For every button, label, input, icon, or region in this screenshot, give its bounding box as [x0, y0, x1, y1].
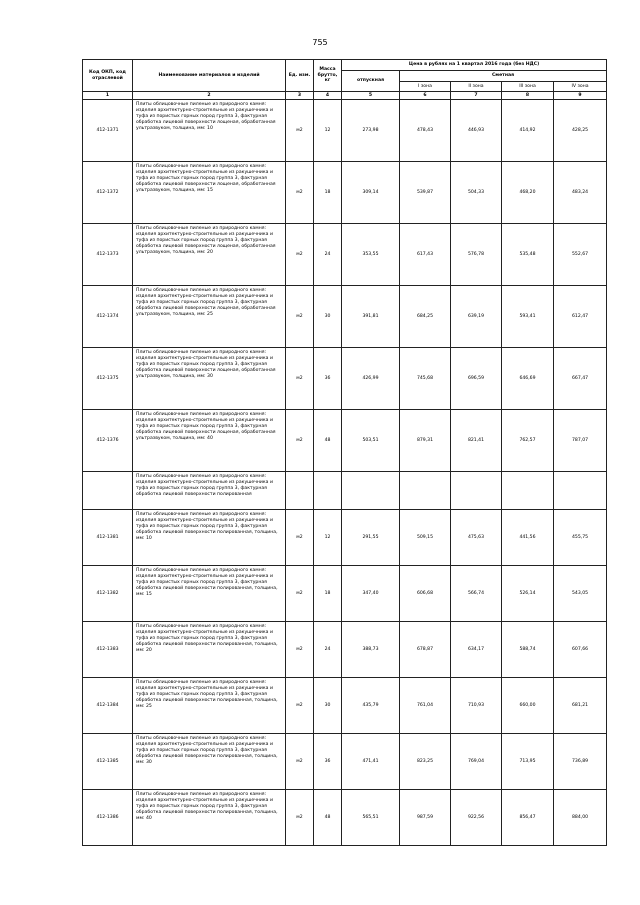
- table-row: [83, 410, 607, 472]
- row-zone-3-price: 646,69: [502, 348, 554, 410]
- row-unit: м2: [286, 510, 314, 566]
- header-code: Код ОКП, код отраслевой: [83, 60, 133, 92]
- row-code: 412-1382: [83, 566, 133, 622]
- row-zone-1-price: 606,68: [400, 566, 451, 622]
- row-code: 412-1375: [83, 348, 133, 410]
- row-name: Плиты облицовочные пиленые из природного камня: изделия архитектурно-строительные из ракушечника и туфа из пористых горных пород группа 3, фактурная обработка лицевой поверхности полированная, толщина, мм: 25: [133, 678, 286, 734]
- row-zone-1-price: 823,25: [400, 734, 451, 790]
- row-name: Плиты облицовочные пиленые из природного камня: изделия архитектурно-строительные из ракушечника и туфа из пористых горных пород группа 3, фактурная обработка лицевой поверхности полированная, толщина, мм: 40: [133, 790, 286, 846]
- row-zone-1-price: 987,59: [400, 790, 451, 846]
- empty-cell: [342, 472, 400, 510]
- row-zone-1-price: 478,43: [400, 100, 451, 162]
- row-zone-2-price: 769,04: [451, 734, 502, 790]
- row-mass: 30: [314, 678, 342, 734]
- table-row: [83, 510, 607, 566]
- empty-cell: [554, 472, 607, 510]
- row-release-price: 347,40: [342, 566, 400, 622]
- row-zone-3-price: 660,00: [502, 678, 554, 734]
- row-unit: м2: [286, 734, 314, 790]
- row-name: Плиты облицовочные пиленые из природного камня: изделия архитектурно-строительные из ракушечника и туфа из пористых горных пород группа 3, фактурная обработка лицевой поверхности полированная, толщина, мм: 10: [133, 510, 286, 566]
- row-code: 412-1386: [83, 790, 133, 846]
- row-code: 412-1371: [83, 100, 133, 162]
- row-unit: м2: [286, 286, 314, 348]
- row-mass: 18: [314, 162, 342, 224]
- row-zone-2-price: 576,78: [451, 224, 502, 286]
- col-number: 5: [342, 92, 400, 100]
- row-zone-3-price: 441,56: [502, 510, 554, 566]
- row-zone-2-price: 634,17: [451, 622, 502, 678]
- row-release-price: 273,98: [342, 100, 400, 162]
- row-mass: 12: [314, 510, 342, 566]
- page-number: 755: [312, 38, 328, 47]
- row-zone-1-price: 879,31: [400, 410, 451, 472]
- table-row: [83, 678, 607, 734]
- row-release-price: 471,41: [342, 734, 400, 790]
- row-code: 412-1381: [83, 510, 133, 566]
- row-name: Плиты облицовочные пиленые из природного камня: изделия архитектурно-строительные из ракушечника и туфа из пористых горных пород группа 3, фактурная обработка лицевой поверхности лощеная, обработанная ультразвуком, толщина, мм: 10: [133, 100, 286, 162]
- header-price-group: Цена в рублях на 1 квартал 2016 года (без НДС): [342, 60, 607, 71]
- table-row: [83, 566, 607, 622]
- row-mass: 36: [314, 348, 342, 410]
- row-zone-2-price: 821,41: [451, 410, 502, 472]
- table-row: [83, 286, 607, 348]
- header-unit: Ед. изм.: [286, 60, 314, 92]
- row-release-price: 426,99: [342, 348, 400, 410]
- row-zone-1-price: 761,04: [400, 678, 451, 734]
- row-unit: м2: [286, 162, 314, 224]
- row-unit: м2: [286, 348, 314, 410]
- row-code: 412-1376: [83, 410, 133, 472]
- empty-cell: [451, 472, 502, 510]
- row-zone-3-price: 588,74: [502, 622, 554, 678]
- row-unit: м2: [286, 224, 314, 286]
- row-name: Плиты облицовочные пиленые из природного камня: изделия архитектурно-строительные из ракушечника и туфа из пористых горных пород группа 3, фактурная обработка лицевой поверхности полированная, толщина, мм: 20: [133, 622, 286, 678]
- row-zone-4-price: 667,47: [554, 348, 607, 410]
- row-zone-4-price: 736,89: [554, 734, 607, 790]
- row-zone-2-price: 566,74: [451, 566, 502, 622]
- col-number: 8: [502, 92, 554, 100]
- row-unit: м2: [286, 100, 314, 162]
- column-number-row: [83, 92, 607, 100]
- row-name: Плиты облицовочные пиленые из природного камня: изделия архитектурно-строительные из ракушечника и туфа из пористых горных пород группа 3, фактурная обработка лицевой поверхности лощеная, обработанная ультразвуком, толщина, мм: 30: [133, 348, 286, 410]
- row-release-price: 435,79: [342, 678, 400, 734]
- row-release-price: 291,55: [342, 510, 400, 566]
- row-mass: 30: [314, 286, 342, 348]
- col-number: 3: [286, 92, 314, 100]
- row-zone-3-price: 526,14: [502, 566, 554, 622]
- subheading-text: Плиты облицовочные пиленые из природного камня: изделия архитектурно-строительные из ракушечника и туфа из пористых горных пород группа 3, фактурная обработка лицевой поверхности полированная: [133, 472, 286, 510]
- row-release-price: 353,55: [342, 224, 400, 286]
- empty-cell: [286, 472, 314, 510]
- row-code: 412-1383: [83, 622, 133, 678]
- row-name: Плиты облицовочные пиленые из природного камня: изделия архитектурно-строительные из ракушечника и туфа из пористых горных пород группа 3, фактурная обработка лицевой поверхности полированная, толщина, мм: 15: [133, 566, 286, 622]
- row-code: 412-1373: [83, 224, 133, 286]
- row-zone-3-price: 468,20: [502, 162, 554, 224]
- header-zone-3: III зона: [502, 82, 554, 92]
- row-mass: 12: [314, 100, 342, 162]
- row-mass: 36: [314, 734, 342, 790]
- header-zone-4: IV зона: [554, 82, 607, 92]
- row-zone-4-price: 428,25: [554, 100, 607, 162]
- row-name: Плиты облицовочные пиленые из природного камня: изделия архитектурно-строительные из ракушечника и туфа из пористых горных пород группа 3, фактурная обработка лицевой поверхности лощеная, обработанная ультразвуком, толщина, мм: 20: [133, 224, 286, 286]
- row-zone-3-price: 856,47: [502, 790, 554, 846]
- row-unit: м2: [286, 790, 314, 846]
- row-release-price: 388,73: [342, 622, 400, 678]
- row-zone-4-price: 455,75: [554, 510, 607, 566]
- table-row: [83, 348, 607, 410]
- table-row: [83, 162, 607, 224]
- row-unit: м2: [286, 622, 314, 678]
- row-zone-4-price: 552,67: [554, 224, 607, 286]
- header-release: отпускная: [342, 71, 400, 92]
- row-zone-2-price: 922,56: [451, 790, 502, 846]
- col-number: 4: [314, 92, 342, 100]
- header-estimate: Сметная: [400, 71, 607, 82]
- row-release-price: 565,51: [342, 790, 400, 846]
- row-zone-4-price: 483,24: [554, 162, 607, 224]
- table-row: [83, 622, 607, 678]
- row-zone-2-price: 710,93: [451, 678, 502, 734]
- row-zone-1-price: 617,43: [400, 224, 451, 286]
- row-zone-4-price: 787,07: [554, 410, 607, 472]
- table-row: [83, 790, 607, 846]
- row-zone-2-price: 475,63: [451, 510, 502, 566]
- row-mass: 24: [314, 224, 342, 286]
- col-number: 6: [400, 92, 451, 100]
- table-row: [83, 224, 607, 286]
- header-row-1: [83, 60, 607, 71]
- row-unit: м2: [286, 566, 314, 622]
- row-zone-3-price: 535,48: [502, 224, 554, 286]
- table-body: [83, 60, 607, 846]
- row-zone-1-price: 684,25: [400, 286, 451, 348]
- row-release-price: 391,81: [342, 286, 400, 348]
- row-name: Плиты облицовочные пиленые из природного камня: изделия архитектурно-строительные из ракушечника и туфа из пористых горных пород группа 3, фактурная обработка лицевой поверхности полированная, толщина, мм: 30: [133, 734, 286, 790]
- row-name: Плиты облицовочные пиленые из природного камня: изделия архитектурно-строительные из ракушечника и туфа из пористых горных пород группа 3, фактурная обработка лицевой поверхности лощеная, обработанная ультразвуком, толщина, мм: 15: [133, 162, 286, 224]
- row-zone-3-price: 762,57: [502, 410, 554, 472]
- table-row: [83, 734, 607, 790]
- row-zone-1-price: 509,15: [400, 510, 451, 566]
- header-mass: Масса брутто, кг: [314, 60, 342, 92]
- row-unit: м2: [286, 410, 314, 472]
- header-zone-2: II зона: [451, 82, 502, 92]
- row-zone-1-price: 678,87: [400, 622, 451, 678]
- row-zone-1-price: 539,87: [400, 162, 451, 224]
- price-table: [82, 59, 607, 846]
- row-zone-1-price: 745,68: [400, 348, 451, 410]
- header-name: Наименование материалов и изделий: [133, 60, 286, 92]
- empty-cell: [83, 472, 133, 510]
- header-zone-1: I зона: [400, 82, 451, 92]
- row-zone-2-price: 446,93: [451, 100, 502, 162]
- row-zone-2-price: 696,59: [451, 348, 502, 410]
- col-number: 9: [554, 92, 607, 100]
- table-row: [83, 100, 607, 162]
- empty-cell: [314, 472, 342, 510]
- row-mass: 48: [314, 410, 342, 472]
- row-zone-3-price: 713,95: [502, 734, 554, 790]
- row-mass: 24: [314, 622, 342, 678]
- row-zone-3-price: 414,92: [502, 100, 554, 162]
- row-code: 412-1372: [83, 162, 133, 224]
- subheading-row: [83, 472, 607, 510]
- row-code: 412-1374: [83, 286, 133, 348]
- col-number: 1: [83, 92, 133, 100]
- col-number: 7: [451, 92, 502, 100]
- row-zone-3-price: 593,41: [502, 286, 554, 348]
- row-release-price: 503,51: [342, 410, 400, 472]
- row-mass: 48: [314, 790, 342, 846]
- empty-cell: [502, 472, 554, 510]
- row-mass: 18: [314, 566, 342, 622]
- row-zone-2-price: 504,33: [451, 162, 502, 224]
- empty-cell: [400, 472, 451, 510]
- row-zone-4-price: 612,47: [554, 286, 607, 348]
- row-release-price: 309,14: [342, 162, 400, 224]
- row-zone-2-price: 639,19: [451, 286, 502, 348]
- row-code: 412-1384: [83, 678, 133, 734]
- col-number: 2: [133, 92, 286, 100]
- row-name: Плиты облицовочные пиленые из природного камня: изделия архитектурно-строительные из ракушечника и туфа из пористых горных пород группа 3, фактурная обработка лицевой поверхности лощеная, обработанная ультразвуком, толщина, мм: 40: [133, 410, 286, 472]
- row-zone-4-price: 543,05: [554, 566, 607, 622]
- row-code: 412-1385: [83, 734, 133, 790]
- row-zone-4-price: 607,66: [554, 622, 607, 678]
- row-zone-4-price: 681,21: [554, 678, 607, 734]
- row-zone-4-price: 884,00: [554, 790, 607, 846]
- row-unit: м2: [286, 678, 314, 734]
- row-name: Плиты облицовочные пиленые из природного камня: изделия архитектурно-строительные из ракушечника и туфа из пористых горных пород группа 3, фактурная обработка лицевой поверхности лощеная, обработанная ультразвуком, толщина, мм: 25: [133, 286, 286, 348]
